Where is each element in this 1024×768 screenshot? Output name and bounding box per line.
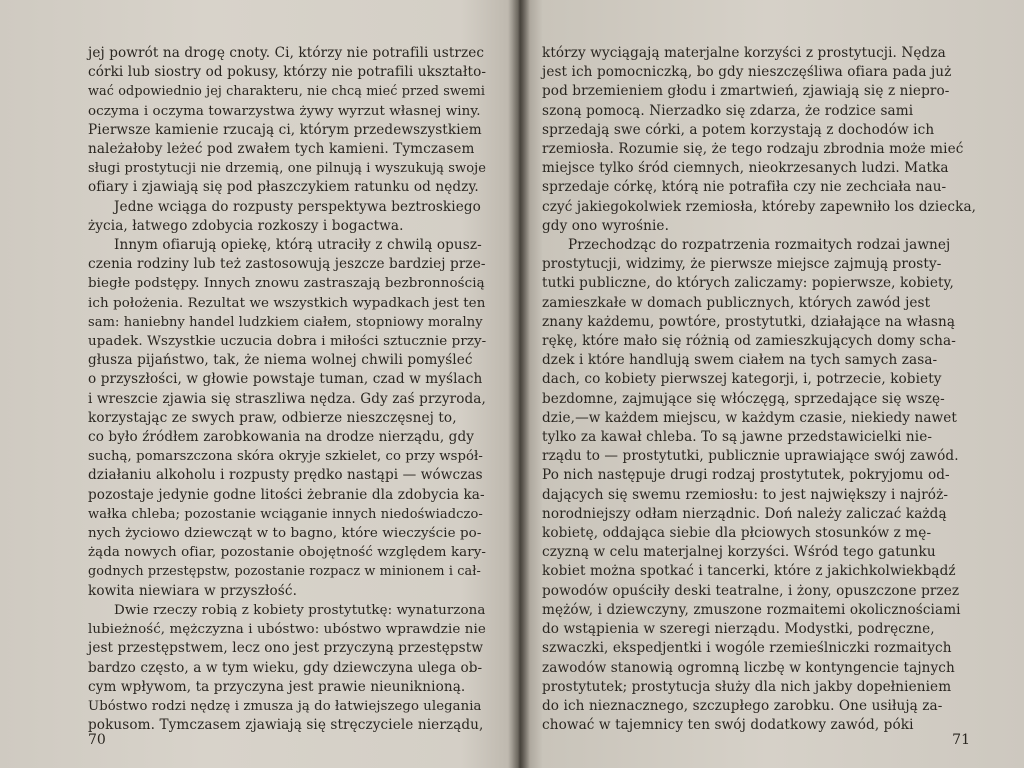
text-line: prostytucji, widzimy, że pierwsze miejsce zajmują prosty- — [542, 256, 942, 273]
text-line: ich położenia. Rezultat we wszystkich wypadkach jest ten — [88, 295, 486, 311]
text-line: czyć jakiegokolwiek rzemiosła, któreby zapewniło los dziecka, — [542, 198, 977, 215]
text-line: dach, co kobiety pierwszej kategorji, i, potrzecie, kobiety — [542, 371, 942, 388]
text-line: dzie,—w każdem miejscu, w każdym czasie, niekiedy nawet — [542, 409, 957, 426]
text-line: szoną pomocą. Nierzadko się zdarza, że rodzice sami — [542, 102, 914, 119]
text-line: tutki publiczne, do których zaliczamy: popierwsze, kobiety, — [542, 275, 954, 292]
text-line: kobiet można spotkać i tancerki, które z jakichkolwiekbądź — [542, 563, 956, 580]
text-line: żąda nowych ofiar, pozostanie obojętność względem kary- — [88, 545, 487, 561]
text-line: kobietę, oddająca siebie dla płciowych stosunków z mę- — [542, 525, 932, 542]
text-line: pozostaje jedynie godne litości żebranie dla zdobycia ka- — [88, 486, 485, 503]
text-line: dających się swemu rzemiosłu: to jest największy i najróż- — [542, 486, 949, 503]
text-line: życia, łatwego zdobycia rozkoszy i bogactwa. — [88, 217, 404, 234]
text-line: i wreszcie zjawia się straszliwa nędza. Gdy zaś przyroda, — [88, 390, 486, 407]
text-line: pod brzemieniem głodu i zmartwień, zjawiają się z niepro- — [542, 83, 950, 100]
text-line: sprzedają swe córki, a potem korzystają z dochodów ich — [542, 121, 935, 138]
text-line: zamieszkałe w domach publicznych, których zawód jest — [542, 294, 931, 311]
text-line: tylko za kawał chleba. To są jawne przedstawicielki nie- — [542, 429, 933, 446]
text-line: co było źródłem zarobkowania na drodze nierządu, gdy — [88, 429, 475, 446]
text-line: sługi prostytucji nie drzemią, one pilnują i wyszukują swoje — [88, 161, 487, 177]
text-line: rzemiosła. Rozumie się, że tego rodzaju zbrodnia może mieć — [542, 141, 964, 158]
text-line: do ich nieznacznego, szczupłego zarobku. One usiłują za- — [542, 697, 943, 714]
text-line: rządu to — prostytutki, publicznie uprawiające swój zawód. — [542, 448, 959, 465]
text-line: gdy ono wyrośnie. — [542, 217, 669, 234]
text-line: sam: haniebny handel ludzkiem ciałem, stopniowy moralny — [88, 314, 483, 330]
text-line: jest przestępstwem, lecz ono jest przyczyną przestępstw — [88, 640, 484, 657]
text-line: powodów opuściły deski teatralne, i żony, opuszczone przez — [542, 582, 960, 599]
text-line: chować w tajemnicy ten swój dodatkowy zawód, póki — [542, 717, 914, 734]
right-page — [528, 0, 1024, 768]
text-line: bezdomne, zajmujące się włóczęgą, sprzedające się wszę- — [542, 390, 945, 407]
text-line: nych życiowo dziewcząt w to bagno, które wieczyście po- — [88, 526, 482, 542]
text-line: sprzedaje córkę, którą nie potrafiła czy nie zechciała nau- — [542, 179, 947, 196]
text-line: norodniejszy odłam nierządnic. Doń należy zaliczać każdą — [542, 505, 947, 522]
text-line: bardzo często, a w tym wieku, gdy dziewczyna ulega ob- — [88, 659, 483, 676]
text-line: jej powrót na drogę cnoty. Ci, którzy nie potrafili ustrzec — [88, 45, 485, 61]
text-line: szwaczki, ekspedjentki i wogóle rzemieślniczki rozmaitych — [542, 640, 952, 657]
text-line: wać odpowiednio jej charakteru, nie chcą mieć przed swemi — [88, 84, 486, 100]
text-line: oczyma i oczyma towarzystwa żywy wyrzut własnej winy. — [88, 103, 481, 119]
text-line: do wstąpienia w szeregi nierządu. Modystki, podręczne, — [542, 621, 935, 638]
text-line: ofiary i zjawiają się pod płaszczykiem ratunku od nędzy. — [88, 179, 479, 196]
text-line: Innym ofiarują opiekę, którą utraciły z chwilą opusz- — [114, 237, 482, 254]
text-line: prostytutek; prostytucja służy dla nich jakby dopełnieniem — [542, 678, 952, 695]
text-line: Po nich następuje drugi rodzaj prostytutek, pokryjomu od- — [542, 467, 950, 484]
text-line: córki lub siostry od pokusy, którzy nie potrafili ukształto- — [88, 64, 487, 81]
text-line: głusza pijaństwo, tak, że niema wolnej chwili pomyśleć — [88, 352, 473, 369]
text-line: Jedne wciąga do rozpusty perspektywa beztroskiego — [114, 198, 481, 215]
page-number: 71 — [952, 732, 970, 748]
text-line: suchą, pomarszczona skóra okryje szkielet, co przy współ- — [88, 449, 483, 465]
text-line: pokusom. Tymczasem zjawiają się stręczyciele nierządu, — [88, 717, 484, 734]
book-gutter — [508, 0, 530, 768]
text-line: jest ich pomocniczką, bo gdy nieszczęśliwa ofiara pada już — [542, 64, 952, 81]
text-line: korzystając ze swych praw, odbierze nieszczęsnej to, — [88, 409, 457, 426]
text-line: o przyszłości, w głowie powstaje tuman, czad w myślach — [88, 371, 483, 388]
text-line: mężów, i dziewczyny, zmuszone rozmaitemi okolicznościami — [542, 601, 961, 618]
text-line: upadek. Wszystkie uczucia dobra i miłości sztucznie przy- — [88, 334, 487, 350]
text-line: kowita niewiara w przyszłość. — [88, 582, 297, 599]
text-line: wałka chleba; pozostanie wciąganie innych niedoświadczo- — [88, 506, 483, 522]
text-line: działaniu alkoholu i rozpusty prędko nastąpi — wówczas — [88, 467, 483, 484]
text-line: godnych przestępstw, pozostanie rozpacz w minionem i cał- — [88, 564, 481, 580]
text-line: Przechodząc do rozpatrzenia rozmaitych rodzai jawnej — [568, 237, 951, 254]
text-line: Ubóstwo rodzi nędzę i zmusza ją do łatwiejszego ulegania — [88, 698, 482, 714]
text-line: Dwie rzeczy robią z kobiety prostytutkę: wynaturzona — [114, 602, 486, 618]
text-line: lubieżność, mężczyzna i ubóstwo: ubóstwo wprawdzie nie — [88, 622, 486, 638]
page-number: 70 — [88, 732, 106, 748]
text-line: rękę, które mało się różnią od zamieszkujących domy scha- — [542, 333, 956, 350]
text-line: Pierwsze kamienie rzucają ci, którym przedewszystkiem — [88, 121, 482, 138]
text-line: cym wpływom, ta przyczyna jest prawie nieuniknioną. — [88, 678, 466, 695]
text-line: dzek i które handlują swem ciałem na tych samych zasa- — [542, 352, 938, 369]
text-line: znany każdemu, powtóre, prostytutki, działające na własną — [542, 313, 956, 330]
text-line: zawodów stanowią ogromną liczbę w kontyngencie tajnych — [542, 659, 955, 676]
text-line: czenia rodziny lub też zastosowują jeszcze bardziej prze- — [88, 256, 486, 273]
text-line: biegłe podstępy. Innych znowu zastraszają bezbronnością — [88, 276, 485, 292]
text-line: należałoby leżeć pod zwałem tych kamieni. Tymczasem — [88, 141, 475, 158]
text-line: czyzną w celu materjalnej korzyści. Wśród tego gatunku — [542, 544, 936, 561]
text-line: którzy wyciągają materjalne korzyści z prostytucji. Nędza — [542, 45, 946, 61]
text-line: miejsce tylko śród ciemnych, nieokrzesanych ludzi. Matka — [542, 160, 949, 177]
